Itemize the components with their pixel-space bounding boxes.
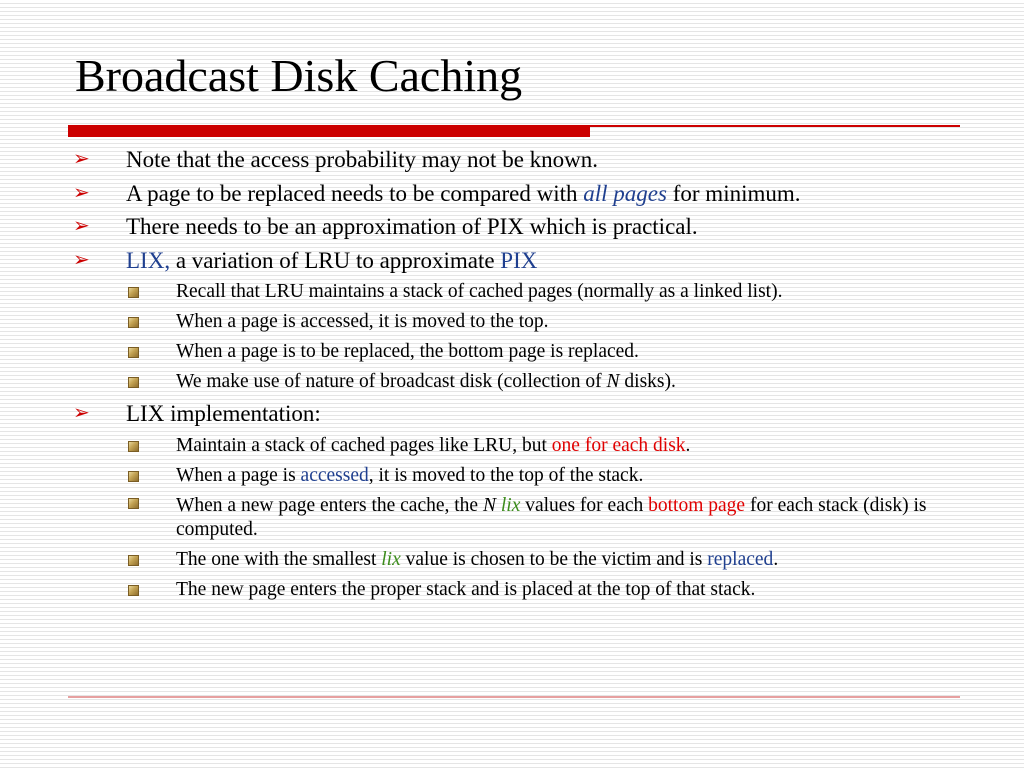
bullet-item xyxy=(0,143,1024,177)
bullet-text-segment: N xyxy=(482,494,496,516)
bullet-text-segment: Recall that LRU maintains a stack of cached pages (normally as a linked list). xyxy=(176,281,783,302)
arrowhead-bullet-icon: ➢ xyxy=(73,402,90,424)
bullet-text-segment: replaced xyxy=(707,548,774,570)
bullet-text-segment: value is chosen to be the victim and is xyxy=(400,548,708,570)
bullet-text-segment: values for each xyxy=(520,494,649,516)
square-bullet-icon xyxy=(128,347,139,358)
square-bullet-icon xyxy=(128,441,139,452)
bullet-text-segment: We make use of nature of broadcast disk (collection of xyxy=(176,371,607,392)
bullet-text-segment: A page to be replaced needs to be compared with xyxy=(126,180,584,206)
bullet-item xyxy=(0,210,1024,244)
square-bullet-icon xyxy=(128,471,139,482)
square-bullet-icon xyxy=(128,555,139,566)
bullet-text-segment: LIX, xyxy=(126,247,171,273)
footer-rule xyxy=(68,696,960,698)
bullet-text-segment: When a page is to be replaced, the bottom page is replaced. xyxy=(176,341,639,362)
bullet-text-segment: When a page is accessed, it is moved to the top. xyxy=(176,311,549,332)
bullet-text-segment: . xyxy=(685,434,691,456)
bullet-text-segment: one for each disk xyxy=(551,434,686,456)
title-underline-thick xyxy=(68,125,590,137)
square-bullet-icon xyxy=(128,317,139,328)
square-bullet-icon xyxy=(128,498,139,509)
sub-bullet-item xyxy=(0,337,1024,367)
title-underline-thin xyxy=(590,125,960,127)
sub-bullet-item xyxy=(0,545,1024,575)
sub-bullet-item xyxy=(0,277,1024,307)
sub-bullet-item xyxy=(0,491,1024,545)
bullet-text-segment: Maintain a stack of cached pages like LRU, but xyxy=(176,434,552,456)
square-bullet-icon xyxy=(128,287,139,298)
bullet-text-segment: N xyxy=(606,371,620,392)
bullet-text-segment: . xyxy=(773,548,779,570)
bullet-text-segment: lix xyxy=(500,494,521,516)
bullet-text-segment: all pages xyxy=(583,180,667,206)
sub-bullet-item xyxy=(0,575,1024,605)
bullet-item xyxy=(0,244,1024,278)
bullet-text-segment: The one with the smallest xyxy=(176,548,382,570)
bullet-text-segment: bottom page xyxy=(648,494,746,516)
arrowhead-bullet-icon: ➢ xyxy=(73,148,90,170)
bullet-text-segment: , it is moved to the top of the stack. xyxy=(368,464,644,486)
bullet-list xyxy=(0,143,1024,605)
sub-bullet-item xyxy=(0,461,1024,491)
bullet-item xyxy=(0,177,1024,211)
bullet-text-segment: Note that the access probability may not be known. xyxy=(126,147,599,172)
bullet-text-segment: accessed xyxy=(300,464,369,486)
bullet-text-segment: lix xyxy=(381,548,401,570)
bullet-text-segment: a variation of LRU to approximate xyxy=(170,247,501,273)
sub-bullet-item xyxy=(0,367,1024,397)
sub-bullet-item xyxy=(0,431,1024,461)
arrowhead-bullet-icon: ➢ xyxy=(73,215,90,237)
bullet-text-segment: The new page enters the proper stack and is placed at the top of that stack. xyxy=(176,578,756,600)
bullet-text-segment: When a new page enters the cache, the xyxy=(176,494,483,516)
slide-title: Broadcast Disk Caching xyxy=(75,50,523,101)
bullet-text-segment: When a page is xyxy=(176,464,301,486)
arrowhead-bullet-icon: ➢ xyxy=(73,181,90,204)
arrowhead-bullet-icon: ➢ xyxy=(73,248,90,271)
square-bullet-icon xyxy=(128,585,139,596)
bullet-text-segment: LIX implementation: xyxy=(126,401,321,426)
bullet-text-segment: for each stack (disk) is computed. xyxy=(176,494,927,540)
sub-bullet-item xyxy=(0,307,1024,337)
bullet-text-segment: for minimum. xyxy=(666,180,801,206)
bullet-text-segment: There needs to be an approximation of PIX which is practical. xyxy=(126,214,698,239)
title-underline xyxy=(68,125,960,137)
bullet-text-segment: PIX xyxy=(500,247,538,273)
square-bullet-icon xyxy=(128,377,139,388)
bullet-text-segment: disks). xyxy=(619,371,676,392)
bullet-item xyxy=(0,397,1024,431)
